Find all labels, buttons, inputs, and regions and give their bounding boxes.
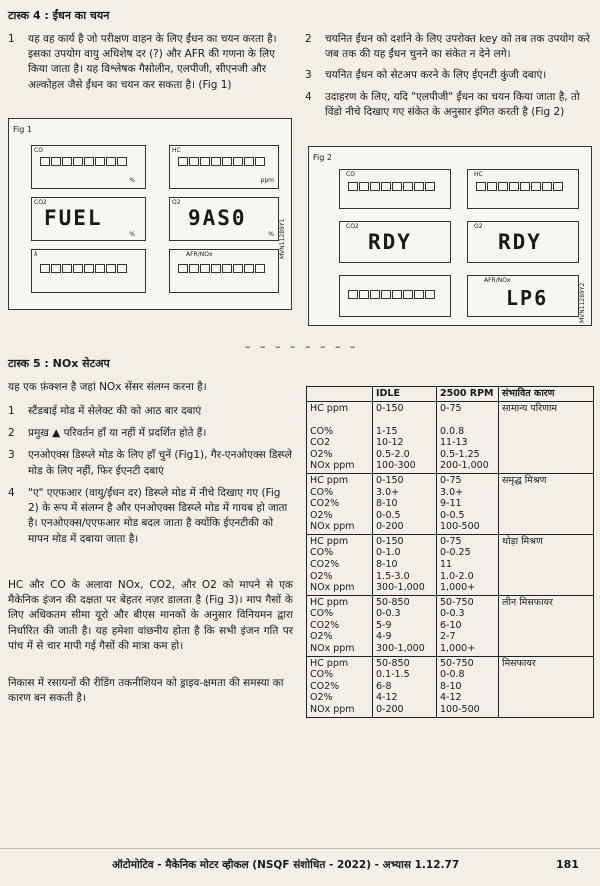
cell-line: 6-8 <box>376 680 392 692</box>
table-row <box>307 595 594 656</box>
column-header: संभावित कारण <box>499 387 594 402</box>
cell-line: 0.0.8 <box>440 425 465 437</box>
table-cell <box>373 656 437 717</box>
cause-cell: मिसफायर <box>499 656 594 717</box>
cell-line: CO% <box>310 608 334 620</box>
lcd-readout: RDY <box>498 230 542 254</box>
cell-line: O2% <box>310 631 333 643</box>
o2-panel: O2 9AS0 % <box>169 197 279 241</box>
cell-line: 1.0-2.0 <box>440 570 474 582</box>
lcd-digits <box>40 264 128 273</box>
cell-line: 3.0+ <box>376 486 400 498</box>
table-cell <box>373 595 437 656</box>
cell-line: 0-150 <box>376 474 404 486</box>
cell-line: 8-10 <box>376 498 398 510</box>
cell-line: 0-0.3 <box>376 608 401 620</box>
task5-list <box>8 404 293 547</box>
cause-cell: समृद्ध मिश्रण <box>499 473 594 534</box>
lcd-readout: 9AS0 <box>188 206 247 230</box>
cell-line: 11-13 <box>440 437 468 449</box>
cell-line: O2% <box>310 509 333 521</box>
table-cell <box>373 473 437 534</box>
cell-line: NOx ppm <box>310 521 355 533</box>
cell-line: 1,000+ <box>440 582 476 594</box>
lcd-digits <box>348 182 436 191</box>
list-item: 1 स्टैंडबाई मोड में सेलेक्ट की को आठ बार दबाएं <box>8 405 202 417</box>
cell-line: 3.0+ <box>440 486 464 498</box>
cell-line: HC ppm <box>310 657 349 669</box>
cell-line: 100-500 <box>440 521 480 533</box>
cause-cell: सामान्य परिणाम <box>499 401 594 473</box>
figure-code: MVN11289Y2 <box>579 282 586 323</box>
cell-line: 4-12 <box>376 692 398 704</box>
task5-title: टास्क 5 : NOx सेटअप <box>8 357 110 370</box>
cell-line: 0.5-2.0 <box>376 448 410 460</box>
task5-paragraph-2: निकास में रसायनों की रीडिंग तकनीशियन को ड्राइव-क्षमता की समस्या का कारण बन सकती है। <box>8 677 284 705</box>
table-cell <box>437 656 499 717</box>
table-row <box>307 656 594 717</box>
cell-line: 0-75 <box>440 535 462 547</box>
cell-line: 50-850 <box>376 657 410 669</box>
cell-line: 0.1-1.5 <box>376 669 410 681</box>
cell-line: 8-10 <box>440 680 462 692</box>
list-item: 3 एनओएक्स डिस्प्ले मोड के लिए हाँ चुनें (Fig1), गैर-एनओएक्स डिस्प्ले मोड के लिए नहीं, फिर ईएनटी दबाएं <box>8 449 293 477</box>
cell-line: 50-750 <box>440 657 474 669</box>
figure-2 <box>308 146 592 326</box>
cell-line: 100-300 <box>376 460 416 472</box>
cell-line: 4-12 <box>440 692 462 704</box>
cell-line: NOx ppm <box>310 703 355 715</box>
cell-line: 0-0.5 <box>376 509 401 521</box>
lcd-readout: LP6 <box>506 286 549 310</box>
cell-line: CO2% <box>310 498 340 510</box>
cell-line: CO% <box>310 486 334 498</box>
lcd-readout: FUEL <box>44 206 103 230</box>
task4-left-list <box>8 32 290 93</box>
cell-line: CO% <box>310 547 334 559</box>
table-cell <box>437 473 499 534</box>
emissions-table <box>306 386 594 718</box>
cell-line: 0-150 <box>376 535 404 547</box>
list-item: 2 प्रमुख ▲ परिवर्तन हाँ या नहीं में प्रदर्शित होते हैं। <box>8 427 207 440</box>
list-item: 2 चयनित ईंधन को दर्शाने के लिए उपरोक्त key को तब तक उपयोग करे जब तक की यह ईंधन चुनने का संकेत न देने लगे। <box>305 33 590 61</box>
cell-line: 11 <box>440 559 453 571</box>
lambda-panel: λ <box>31 249 146 293</box>
co2-panel: CO2 FUEL % <box>31 197 146 241</box>
task4-right-list <box>305 32 593 120</box>
cell-line: CO2% <box>310 619 340 631</box>
co-panel: CO <box>339 169 451 209</box>
co-panel: CO % <box>31 145 146 189</box>
cell-line: 1-15 <box>376 425 398 437</box>
figure-label: Fig 2 <box>313 153 332 162</box>
lambda-panel <box>339 275 451 317</box>
cell-line: 0-0.25 <box>440 547 471 559</box>
cell-line: 4-9 <box>376 631 392 643</box>
cell-line: 0-0.8 <box>440 669 465 681</box>
cell-line: 200-1,000 <box>440 460 489 472</box>
cell-line: CO2 <box>310 437 331 449</box>
cell-line: O2% <box>310 692 333 704</box>
lcd-digits <box>348 290 436 299</box>
cell-line: O2% <box>310 570 333 582</box>
task5-intro: यह एक फ़ंक्शन है जहां NOx सेंसर संलग्न करना है। <box>8 381 207 393</box>
figure-label: Fig 1 <box>13 125 32 134</box>
cell-line: NOx ppm <box>310 460 355 472</box>
cell-line: HC ppm <box>310 402 349 414</box>
lcd-readout: RDY <box>368 230 412 254</box>
afr-panel: AFR/NOx LP6 <box>467 275 579 317</box>
cell-line: CO2% <box>310 559 340 571</box>
hc-panel: HC <box>467 169 579 209</box>
hc-panel: HC ppm <box>169 145 279 189</box>
table-cell <box>307 534 373 595</box>
cell-line: 0-75 <box>440 402 462 414</box>
cell-line: 8-10 <box>376 559 398 571</box>
cell-line: CO% <box>310 425 334 437</box>
column-header <box>307 387 373 402</box>
figure-1 <box>8 118 292 310</box>
co2-panel: CO2 RDY <box>339 221 451 263</box>
figure-code: MVN11289Y1 <box>279 218 286 259</box>
list-item: 3 चयनित ईंधन को सेटअप करने के लिए ईएनटी कुंजी दबाएं। <box>305 69 547 82</box>
cell-line: 0-200 <box>376 521 404 533</box>
o2-panel: O2 RDY <box>467 221 579 263</box>
cell-line: 2-7 <box>440 631 456 643</box>
column-header: 2500 RPM <box>437 387 499 402</box>
table-cell <box>373 401 437 473</box>
lcd-digits <box>178 264 266 273</box>
cell-line: 6-10 <box>440 619 462 631</box>
lcd-digits <box>40 157 128 166</box>
table-cell <box>307 595 373 656</box>
list-item: 4 उदाहरण के लिए, यदि "एलपीजी" ईंधन का चयन किया जाता है, तो विंडो नीचे दिखाए गए संकेत के अनुसार इंगित करती है (Fig 2) <box>305 90 580 118</box>
list-item: 1 यह वह कार्य है जो परीक्षण वाहन के लिए ईंधन का चयन करता है। इसका उपयोग वायु अधिशेष दर (?) और AFR की गणना के लिए किया जाता है। यह विश्लेषक गैसोलीन, एलपीजी, सीएनजी और अल्कोहल जैसे ईंधन का चयन कर सकता है। (Fig 1) <box>8 33 277 91</box>
lcd-digits <box>476 182 564 191</box>
table-cell <box>437 401 499 473</box>
cell-line <box>376 414 433 426</box>
cell-line: CO% <box>310 669 334 681</box>
cell-line: 300-1,000 <box>376 643 425 655</box>
cell-line: 0-0.5 <box>440 509 465 521</box>
page-number: 181 <box>556 858 579 871</box>
cell-line: O2% <box>310 448 333 460</box>
afr-panel: AFR/NOx <box>169 249 279 293</box>
cell-line <box>310 414 369 426</box>
task5-paragraph-1: HC और CO के अलावा NOx, CO2, और O2 को मापने से एक मैकेनिक इंजन की दक्षता पर बेहतर नज़र डालता है (Fig 3)। माप गैसों के लिए अधिकतम सीमा यूरो और बीएस मानकों के अनुसार विनियमन द्वारा निर्धारित की जाती है। यह हमेशा वांछनीय होता है कि सभी इंजन गति पर पांच में से चार मापी गई गैसों की मात्रा कम हो। <box>8 579 293 652</box>
cell-line: NOx ppm <box>310 582 355 594</box>
table-row <box>307 401 594 473</box>
cell-line: 100-500 <box>440 703 480 715</box>
table-row <box>307 473 594 534</box>
column-header: IDLE <box>373 387 437 402</box>
table-cell <box>437 595 499 656</box>
cell-line: 50-850 <box>376 596 410 608</box>
cell-line: 0-1.0 <box>376 547 401 559</box>
table-cell <box>307 656 373 717</box>
cell-line: 0-0.3 <box>440 608 465 620</box>
cell-line: 50-750 <box>440 596 474 608</box>
table-row <box>307 534 594 595</box>
table-header-row <box>307 387 594 402</box>
table-cell <box>307 401 373 473</box>
list-item: 4 "ए" एएफआर (वायु/ईंधन दर) डिस्प्ले मोड में नीचे दिखाए गए (Fig 2) के रूप में संलग्न है और एनओएक्स डिस्प्ले मोड में गायब हो जाता है। एनओएक्स/एएफआर मोड बदल जाता है क्योंकि ईएनटीकी को मापन मोड में दबाया जाता है। <box>8 486 288 545</box>
section-separator: – – – – – – – – <box>245 340 359 353</box>
lcd-digits <box>178 157 266 166</box>
cell-line: 5-9 <box>376 619 392 631</box>
cell-line: 0.5-1.25 <box>440 448 480 460</box>
table-cell <box>307 473 373 534</box>
cell-line: 10-12 <box>376 437 404 449</box>
cell-line: 0-200 <box>376 703 404 715</box>
footer-rule <box>0 848 600 849</box>
cell-line: 0-150 <box>376 402 404 414</box>
cell-line: NOx ppm <box>310 643 355 655</box>
task4-title: टास्क 4 : ईंधन का चयन <box>8 9 110 22</box>
table-cell <box>437 534 499 595</box>
cell-line: 1.5-3.0 <box>376 570 410 582</box>
footer-text: ऑटोमोटिव - मैकेनिक मोटर व्हीकल (NSQF संशोधित - 2022) - अभ्यास 1.12.77 <box>112 859 460 871</box>
cause-cell: लीन मिसफायर <box>499 595 594 656</box>
cell-line: 0-75 <box>440 474 462 486</box>
cell-line: 300-1,000 <box>376 582 425 594</box>
cause-cell: थोड़ा मिश्रण <box>499 534 594 595</box>
cell-line: HC ppm <box>310 535 349 547</box>
cell-line: HC ppm <box>310 596 349 608</box>
cell-line: HC ppm <box>310 474 349 486</box>
cell-line <box>440 414 495 426</box>
cell-line: 1,000+ <box>440 643 476 655</box>
cell-line: CO2% <box>310 680 340 692</box>
cell-line: 9-11 <box>440 498 462 510</box>
table-cell <box>373 534 437 595</box>
